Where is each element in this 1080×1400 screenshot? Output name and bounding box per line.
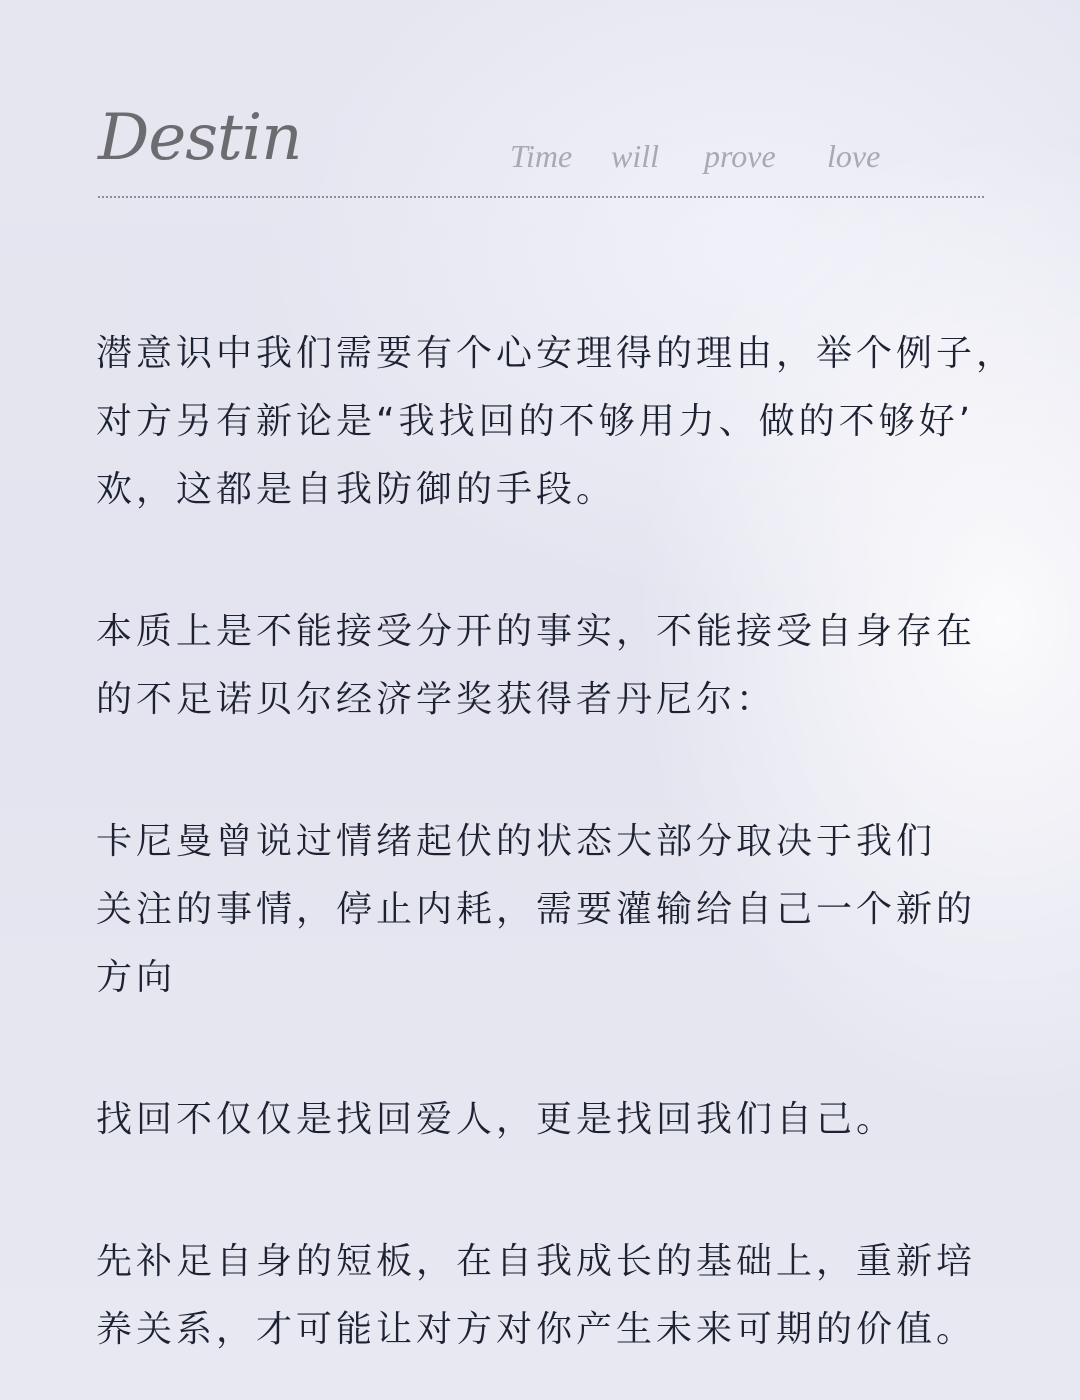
- text-line: 先补足自身的短板，在自我成长的基础上，重新培: [96, 1241, 977, 1282]
- text-line: 本质上是不能接受分开的事实，不能接受自身存在: [96, 611, 977, 652]
- text-line: 找回不仅仅是找回爱人，更是找回我们自己。: [96, 1099, 897, 1140]
- text-line: 养关系，才可能让对方对你产生未来可期的价值。: [96, 1309, 977, 1350]
- paragraph: [96, 1086, 1036, 1154]
- article-body: [96, 320, 1036, 1364]
- dotted-divider: [98, 196, 984, 198]
- tagline-word: will: [611, 138, 660, 174]
- paragraph: [96, 598, 1036, 734]
- text-line: 的不足诺贝尔经济学奖获得者丹尼尔：: [96, 679, 777, 720]
- tagline-word: love: [827, 138, 881, 174]
- paragraph-gap: [96, 1154, 1036, 1228]
- text-line: 卡尼曼曾说过情绪起伏的状态大部分取决于我们: [96, 821, 937, 862]
- text-line: 关注的事情，停止内耗，需要灌输给自己一个新的: [96, 889, 977, 930]
- text-line: 对方另有新论是“我找回的不够用力、做的不够好’: [96, 401, 975, 442]
- paragraph: [96, 808, 1036, 1012]
- text-line: 方向: [96, 957, 177, 998]
- brand-title: Destin: [98, 101, 302, 175]
- header: [98, 100, 984, 200]
- text-line: 欢，这都是自我防御的手段。: [96, 469, 617, 510]
- paragraph-gap: [96, 524, 1036, 598]
- paragraph: [96, 320, 1036, 524]
- tagline-word: prove: [704, 138, 776, 174]
- paragraph-gap: [96, 734, 1036, 808]
- tagline-word: Time: [510, 138, 573, 174]
- tagline: [510, 140, 887, 172]
- text-line: 潜意识中我们需要有个心安理得的理由，举个例子，: [96, 333, 1017, 374]
- paragraph-gap: [96, 1012, 1036, 1086]
- paragraph: [96, 1228, 1036, 1364]
